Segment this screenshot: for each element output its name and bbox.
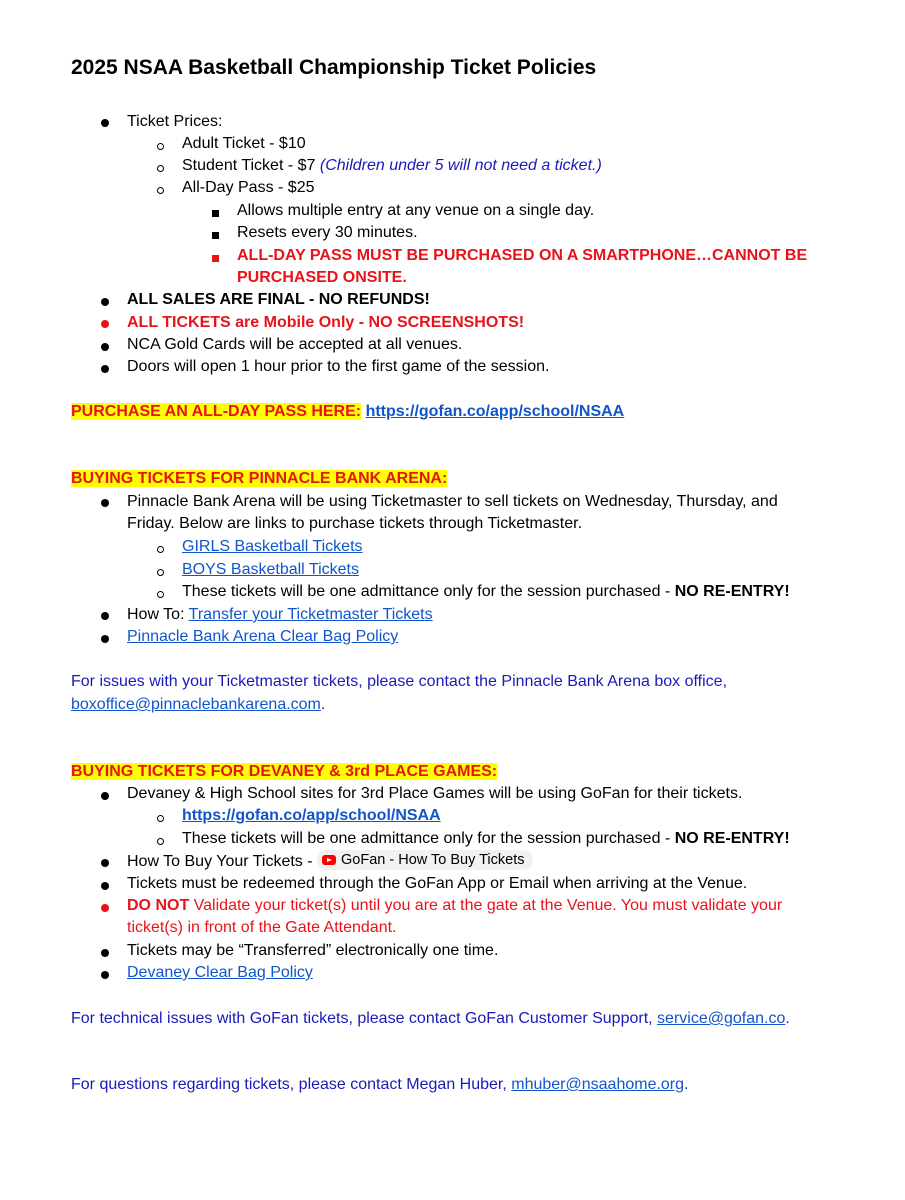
bullet-dot-icon xyxy=(98,877,112,895)
devaney-no-reentry: NO RE-ENTRY! xyxy=(674,830,790,847)
devaney-section-heading: BUYING TICKETS FOR DEVANEY & 3rd PLACE GAMES: xyxy=(71,763,498,780)
bullet-dot-icon xyxy=(98,360,112,378)
transfer-notice: Tickets may be “Transferred” electronically one time. xyxy=(127,942,499,959)
youtube-icon xyxy=(322,855,336,865)
redeem-notice: Tickets must be redeemed through the GoFan App or Email when arriving at the Venue. xyxy=(127,875,748,892)
bullet-dot-icon xyxy=(98,114,112,132)
bullet-circle-icon xyxy=(153,159,167,177)
devaney-gofan-row xyxy=(182,805,441,827)
all-day-pass-price: All-Day Pass - $25 xyxy=(182,179,315,196)
bullet-square-icon xyxy=(208,204,222,222)
gofan-video-chip[interactable]: GoFan - How To Buy Tickets xyxy=(317,850,532,870)
devaney-bag-policy-row xyxy=(127,962,313,984)
do-not-validate-line-2: ticket(s) in front of the Gate Attendant. xyxy=(127,919,397,936)
all-day-smartphone-warning-cont: PURCHASED ONSITE. xyxy=(237,269,407,286)
gofan-support-line: For technical issues with GoFan tickets, please contact GoFan Customer Support, service@gofan.co. xyxy=(71,1010,790,1027)
doors-open-notice: Doors will open 1 hour prior to the first game of the session. xyxy=(127,358,550,375)
questions-contact-line: For questions regarding tickets, please contact Megan Huber, mhuber@nsaahome.org. xyxy=(71,1076,689,1093)
devaney-bag-policy-link[interactable]: Devaney Clear Bag Policy xyxy=(127,964,313,981)
ticket-prices-label: Ticket Prices: xyxy=(127,113,223,130)
devaney-intro: Devaney & High School sites for 3rd Place Games will be using GoFan for their tickets. xyxy=(127,785,743,802)
pba-box-office-email[interactable]: boxoffice@pinnaclebankarena.com xyxy=(71,696,321,713)
pba-intro-line-1: Pinnacle Bank Arena will be using Ticketmaster to sell tickets on Wednesday, Thursday, and xyxy=(127,493,778,510)
bullet-dot-icon xyxy=(98,787,112,805)
bullet-dot-icon xyxy=(98,293,112,311)
pba-intro-line-2: Friday. Below are links to purchase tickets through Ticketmaster. xyxy=(127,515,583,532)
sales-final-notice: ALL SALES ARE FINAL - NO REFUNDS! xyxy=(127,291,430,308)
bullet-dot-icon xyxy=(98,899,112,917)
student-ticket-row xyxy=(182,155,602,177)
gold-cards-notice: NCA Gold Cards will be accepted at all venues. xyxy=(127,336,463,353)
boys-tickets-link[interactable]: BOYS Basketball Tickets xyxy=(182,561,359,578)
girls-tickets-link[interactable]: GIRLS Basketball Tickets xyxy=(182,538,363,555)
bullet-dot-icon xyxy=(98,607,112,625)
all-day-note-resets: Resets every 30 minutes. xyxy=(237,224,418,241)
bullet-circle-icon xyxy=(153,809,167,827)
pba-contact-line-1: For issues with your Ticketmaster tickets, please contact the Pinnacle Bank Arena box office, xyxy=(71,673,728,690)
transfer-ticketmaster-link[interactable]: Transfer your Ticketmaster Tickets xyxy=(188,606,433,623)
purchase-all-day-label: PURCHASE AN ALL-DAY PASS HERE: xyxy=(71,403,362,420)
pba-section-heading: BUYING TICKETS FOR PINNACLE BANK ARENA: xyxy=(71,470,448,487)
do-not-validate-line-1: DO NOT Validate your ticket(s) until you are at the gate at the Venue. You must validate your xyxy=(127,897,783,914)
megan-huber-email[interactable]: mhuber@nsaahome.org xyxy=(511,1076,685,1093)
bullet-dot-icon xyxy=(98,944,112,962)
bullet-dot-icon xyxy=(98,338,112,356)
all-day-smartphone-warning: ALL-DAY PASS MUST BE PURCHASED ON A SMARTPHONE…CANNOT BE xyxy=(237,247,808,264)
boys-tickets-row xyxy=(182,559,359,581)
girls-tickets-row xyxy=(182,536,363,558)
pba-bag-policy-row xyxy=(127,626,398,648)
devaney-gofan-link[interactable]: https://gofan.co/app/school/NSAA xyxy=(182,807,441,824)
bullet-circle-icon xyxy=(153,181,167,199)
bullet-dot-icon xyxy=(98,966,112,984)
pba-admittance-row: These tickets will be one admittance only for the session purchased - NO RE-ENTRY! xyxy=(182,583,790,600)
bullet-dot-icon xyxy=(98,630,112,648)
gofan-support-email[interactable]: service@gofan.co xyxy=(657,1010,786,1027)
student-ticket-note: (Children under 5 will not need a ticket.) xyxy=(319,157,602,174)
pba-howto-row: How To: Transfer your Ticketmaster Tickets xyxy=(127,606,433,623)
pba-contact-line-2: boxoffice@pinnaclebankarena.com. xyxy=(71,696,326,713)
page-title: 2025 NSAA Basketball Championship Ticket Policies xyxy=(71,56,597,79)
mobile-only-notice: ALL TICKETS are Mobile Only - NO SCREENSHOTS! xyxy=(127,314,525,331)
bullet-square-icon xyxy=(208,249,222,267)
bullet-dot-icon xyxy=(98,315,112,333)
adult-ticket-price: Adult Ticket - $10 xyxy=(182,135,306,152)
devaney-admittance-row: These tickets will be one admittance only for the session purchased - NO RE-ENTRY! xyxy=(182,830,790,847)
bullet-circle-icon xyxy=(153,137,167,155)
bullet-circle-icon xyxy=(153,585,167,603)
student-ticket-price: Student Ticket - $7 xyxy=(182,157,316,174)
purchase-all-day-row xyxy=(71,401,624,423)
devaney-howto-row: How To Buy Your Tickets - GoFan - How To Buy Tickets xyxy=(127,850,533,873)
all-day-note-multiple-entry: Allows multiple entry at any venue on a single day. xyxy=(237,202,595,219)
bullet-dot-icon xyxy=(98,854,112,872)
bullet-square-icon xyxy=(208,226,222,244)
bullet-circle-icon xyxy=(153,832,167,850)
pba-no-reentry: NO RE-ENTRY! xyxy=(674,583,790,600)
bullet-circle-icon xyxy=(153,563,167,581)
pba-bag-policy-link[interactable]: Pinnacle Bank Arena Clear Bag Policy xyxy=(127,628,399,645)
purchase-all-day-link[interactable]: https://gofan.co/app/school/NSAA xyxy=(365,403,625,420)
bullet-dot-icon xyxy=(98,494,112,512)
bullet-circle-icon xyxy=(153,540,167,558)
